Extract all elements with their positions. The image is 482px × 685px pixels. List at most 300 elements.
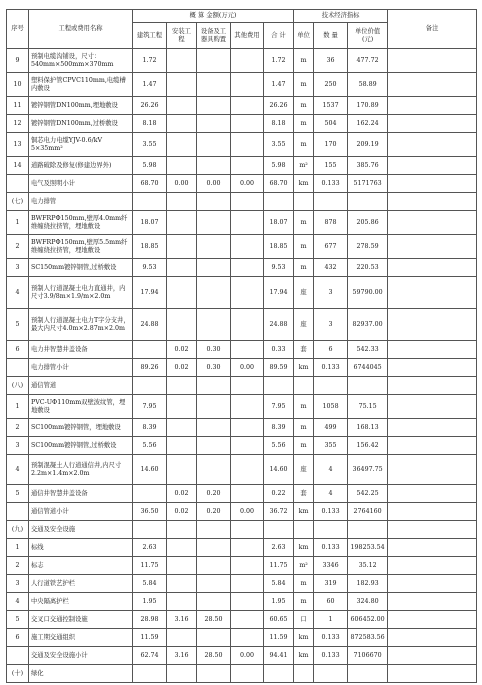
row-unit: 座 [294, 455, 314, 485]
row-equipment: 0.00 [197, 175, 231, 193]
row-unit-price [348, 193, 388, 211]
row-note [388, 49, 477, 73]
row-unit-price: 542.25 [348, 485, 388, 503]
row-seq [7, 647, 29, 665]
row-unit [294, 665, 314, 683]
row-building [133, 193, 167, 211]
row-building: 2.63 [133, 539, 167, 557]
row-other [231, 157, 264, 175]
row-total: 5.84 [264, 575, 294, 593]
row-building: 14.60 [133, 455, 167, 485]
row-equipment: 0.20 [197, 485, 231, 503]
row-total: 0.33 [264, 341, 294, 359]
row-equipment [197, 73, 231, 97]
header-name: 工程或费用名称 [29, 10, 133, 49]
row-building: 7.95 [133, 395, 167, 419]
row-install: 3.16 [167, 647, 197, 665]
row-other: 0.00 [231, 359, 264, 377]
row-equipment: 0.30 [197, 359, 231, 377]
table-row [7, 97, 477, 115]
row-unit: m [294, 211, 314, 235]
row-install: 0.02 [167, 359, 197, 377]
row-install [167, 539, 197, 557]
row-note [388, 259, 477, 277]
row-note [388, 157, 477, 175]
row-seq [7, 175, 29, 193]
row-name: 电气及照明小计 [29, 175, 133, 193]
row-building: 62.74 [133, 647, 167, 665]
row-qty: 499 [314, 419, 348, 437]
row-building: 18.07 [133, 211, 167, 235]
row-building: 18.85 [133, 235, 167, 259]
row-unit: km [294, 629, 314, 647]
row-total [264, 377, 294, 395]
row-qty: 1537 [314, 97, 348, 115]
row-name: PVC-UΦ110mm双壁波纹管，埋地敷设 [29, 395, 133, 419]
row-other [231, 485, 264, 503]
row-unit: m [294, 419, 314, 437]
row-unit-price: 58.89 [348, 73, 388, 97]
row-total: 1.95 [264, 593, 294, 611]
table-row [7, 539, 477, 557]
row-qty [314, 665, 348, 683]
row-building: 24.88 [133, 309, 167, 341]
row-note [388, 557, 477, 575]
row-equipment [197, 157, 231, 175]
row-note [388, 133, 477, 157]
row-qty: 3 [314, 277, 348, 309]
row-unit-price: 59790.00 [348, 277, 388, 309]
row-seq: 9 [7, 49, 29, 73]
row-building: 8.18 [133, 115, 167, 133]
row-unit-price [348, 377, 388, 395]
header-total: 合 计 [264, 23, 294, 49]
row-unit-price: 182.93 [348, 575, 388, 593]
row-note [388, 539, 477, 557]
row-note [388, 395, 477, 419]
row-seq: 1 [7, 539, 29, 557]
row-equipment: 28.50 [197, 611, 231, 629]
row-seq: 1 [7, 395, 29, 419]
row-total: 17.94 [264, 277, 294, 309]
row-unit: 座 [294, 277, 314, 309]
row-unit: m [294, 259, 314, 277]
row-building [133, 341, 167, 359]
table-row [7, 629, 477, 647]
row-total: 26.26 [264, 97, 294, 115]
row-note [388, 277, 477, 309]
row-equipment [197, 665, 231, 683]
row-building: 3.55 [133, 133, 167, 157]
row-qty: 355 [314, 437, 348, 455]
row-other [231, 133, 264, 157]
row-seq: (七) [7, 193, 29, 211]
row-equipment [197, 211, 231, 235]
header-unit-price: 单位价值(元) [348, 23, 388, 49]
row-building: 28.98 [133, 611, 167, 629]
row-qty: 504 [314, 115, 348, 133]
row-other [231, 309, 264, 341]
row-name: 交通及安全设施 [29, 521, 133, 539]
row-name: 电力井智慧井盖设备 [29, 341, 133, 359]
row-total: 11.59 [264, 629, 294, 647]
row-building: 5.98 [133, 157, 167, 175]
table-row [7, 521, 477, 539]
row-total: 8.18 [264, 115, 294, 133]
row-install [167, 97, 197, 115]
row-install [167, 395, 197, 419]
row-building [133, 377, 167, 395]
table-row [7, 157, 477, 175]
row-other [231, 49, 264, 73]
table-row [7, 503, 477, 521]
row-equipment: 0.30 [197, 341, 231, 359]
row-seq: (九) [7, 521, 29, 539]
row-unit: m [294, 49, 314, 73]
row-name: 预制人行道混凝土电力直通井，内尺寸3.9/8m×1.9/m×2.0m [29, 277, 133, 309]
row-name: 中央隔离护栏 [29, 593, 133, 611]
row-install [167, 49, 197, 73]
row-equipment [197, 437, 231, 455]
row-equipment: 0.20 [197, 503, 231, 521]
row-unit-price: 209.19 [348, 133, 388, 157]
row-building: 36.50 [133, 503, 167, 521]
row-name: SC100mm镀锌钢管,过桥敷设 [29, 437, 133, 455]
row-other [231, 557, 264, 575]
row-equipment [197, 277, 231, 309]
row-note [388, 629, 477, 647]
row-install [167, 521, 197, 539]
table-row [7, 647, 477, 665]
row-building [133, 521, 167, 539]
row-unit-price: 82937.00 [348, 309, 388, 341]
row-seq: 3 [7, 259, 29, 277]
row-unit: m [294, 97, 314, 115]
row-qty [314, 521, 348, 539]
row-equipment [197, 539, 231, 557]
row-seq: 5 [7, 611, 29, 629]
row-unit: m [294, 115, 314, 133]
row-equipment [197, 97, 231, 115]
row-note [388, 611, 477, 629]
row-total: 68.70 [264, 175, 294, 193]
table-row [7, 235, 477, 259]
row-note [388, 115, 477, 133]
row-building: 11.75 [133, 557, 167, 575]
row-total: 60.65 [264, 611, 294, 629]
row-qty: 6 [314, 341, 348, 359]
table-row [7, 309, 477, 341]
row-equipment [197, 133, 231, 157]
table-row [7, 455, 477, 485]
row-equipment: 28.50 [197, 647, 231, 665]
row-equipment [197, 419, 231, 437]
table-row [7, 377, 477, 395]
row-note [388, 309, 477, 341]
row-total [264, 665, 294, 683]
row-note [388, 521, 477, 539]
row-unit-price: 75.15 [348, 395, 388, 419]
row-total: 8.39 [264, 419, 294, 437]
row-name: 预制混凝土人行道通信井,内尺寸2.2m×1.4m×2.0m [29, 455, 133, 485]
row-equipment [197, 309, 231, 341]
row-note [388, 97, 477, 115]
row-unit: 套 [294, 341, 314, 359]
row-seq: 4 [7, 593, 29, 611]
row-other [231, 115, 264, 133]
row-building: 26.26 [133, 97, 167, 115]
row-note [388, 175, 477, 193]
table-row [7, 341, 477, 359]
row-install [167, 377, 197, 395]
row-building: 89.26 [133, 359, 167, 377]
table-row [7, 115, 477, 133]
row-qty: 3346 [314, 557, 348, 575]
row-seq: 1 [7, 211, 29, 235]
row-seq: (十) [7, 665, 29, 683]
row-total: 5.98 [264, 157, 294, 175]
row-building: 5.56 [133, 437, 167, 455]
row-other [231, 395, 264, 419]
row-seq: 3 [7, 437, 29, 455]
row-note [388, 193, 477, 211]
row-name: 通信管道 [29, 377, 133, 395]
row-building: 1.47 [133, 73, 167, 97]
row-name: 电力排管 [29, 193, 133, 211]
row-equipment [197, 115, 231, 133]
table-row [7, 133, 477, 157]
row-seq [7, 359, 29, 377]
row-seq: 13 [7, 133, 29, 157]
row-note [388, 341, 477, 359]
row-install [167, 235, 197, 259]
row-unit-price: 278.59 [348, 235, 388, 259]
row-qty: 0.133 [314, 629, 348, 647]
row-building: 17.94 [133, 277, 167, 309]
row-install: 0.02 [167, 485, 197, 503]
row-install [167, 211, 197, 235]
row-seq: 6 [7, 341, 29, 359]
row-other [231, 611, 264, 629]
table-header [7, 10, 477, 49]
row-unit-price: 542.33 [348, 341, 388, 359]
row-qty: 4 [314, 485, 348, 503]
row-install [167, 629, 197, 647]
row-install [167, 309, 197, 341]
table-row [7, 73, 477, 97]
row-total [264, 193, 294, 211]
header-equipment: 设备及工器具购置 [197, 23, 231, 49]
row-note [388, 575, 477, 593]
row-seq: 4 [7, 455, 29, 485]
row-name: 镀锌钢管DN100mm,过桥敷设 [29, 115, 133, 133]
row-name: 交叉口交通控制设施 [29, 611, 133, 629]
row-seq: 3 [7, 575, 29, 593]
row-unit-price: 872583.56 [348, 629, 388, 647]
row-name: 通信井智慧井盖设备 [29, 485, 133, 503]
row-name: 施工期交通组织 [29, 629, 133, 647]
row-name: BWFRPΦ150mm,壁厚5.5mm纤维缠绕拉挤管，埋地敷设 [29, 235, 133, 259]
header-install: 安装工程 [167, 23, 197, 49]
header-tech: 技术经济指标 [294, 10, 388, 23]
row-unit-price: 36497.75 [348, 455, 388, 485]
row-unit-price: 2764160 [348, 503, 388, 521]
table-row [7, 437, 477, 455]
row-install [167, 73, 197, 97]
row-unit: 套 [294, 485, 314, 503]
row-seq [7, 503, 29, 521]
row-other [231, 521, 264, 539]
row-note [388, 73, 477, 97]
row-equipment [197, 557, 231, 575]
row-qty: 0.133 [314, 503, 348, 521]
row-note [388, 593, 477, 611]
row-unit-price: 606452.00 [348, 611, 388, 629]
row-unit-price: 162.24 [348, 115, 388, 133]
row-install [167, 193, 197, 211]
row-equipment [197, 193, 231, 211]
table-row [7, 211, 477, 235]
row-qty: 677 [314, 235, 348, 259]
row-building: 9.53 [133, 259, 167, 277]
row-unit: m [294, 73, 314, 97]
row-other [231, 235, 264, 259]
row-total: 14.60 [264, 455, 294, 485]
row-other: 0.00 [231, 503, 264, 521]
row-equipment [197, 377, 231, 395]
row-name: 道路破除及修复(修建边界外) [29, 157, 133, 175]
row-total: 9.53 [264, 259, 294, 277]
row-other [231, 539, 264, 557]
row-equipment [197, 629, 231, 647]
row-seq: 12 [7, 115, 29, 133]
row-unit-price: 220.53 [348, 259, 388, 277]
header-other: 其他费用 [231, 23, 264, 49]
table-row [7, 665, 477, 683]
row-name: 预制电缆沟铺设，尺寸：540mm×500mm×370mm [29, 49, 133, 73]
row-qty: 1058 [314, 395, 348, 419]
table-row [7, 359, 477, 377]
row-unit: 座 [294, 309, 314, 341]
row-unit-price: 168.13 [348, 419, 388, 437]
row-total: 5.56 [264, 437, 294, 455]
row-unit: km [294, 539, 314, 557]
row-total: 89.59 [264, 359, 294, 377]
row-name: SC100mm镀锌钢管，埋地敷设 [29, 419, 133, 437]
header-unit: 单位 [294, 23, 314, 49]
table-row [7, 557, 477, 575]
row-name: 标线 [29, 539, 133, 557]
row-other: 0.00 [231, 175, 264, 193]
table-row [7, 575, 477, 593]
row-unit: m [294, 437, 314, 455]
table-body [7, 49, 477, 683]
row-building: 11.59 [133, 629, 167, 647]
header-note: 备注 [388, 10, 477, 49]
row-qty: 60 [314, 593, 348, 611]
row-qty [314, 377, 348, 395]
row-qty: 250 [314, 73, 348, 97]
row-unit-price: 5171763 [348, 175, 388, 193]
row-building: 1.72 [133, 49, 167, 73]
row-qty: 36 [314, 49, 348, 73]
row-seq: 14 [7, 157, 29, 175]
row-other [231, 377, 264, 395]
row-note [388, 647, 477, 665]
row-install: 3.16 [167, 611, 197, 629]
row-install [167, 575, 197, 593]
row-other [231, 437, 264, 455]
table-row [7, 259, 477, 277]
row-total: 11.75 [264, 557, 294, 575]
row-equipment [197, 259, 231, 277]
row-unit: m² [294, 157, 314, 175]
row-unit: 口 [294, 611, 314, 629]
row-equipment [197, 575, 231, 593]
row-install [167, 665, 197, 683]
row-total: 3.55 [264, 133, 294, 157]
row-note [388, 437, 477, 455]
row-equipment [197, 49, 231, 73]
row-seq: 4 [7, 277, 29, 309]
table-row [7, 395, 477, 419]
row-total: 24.88 [264, 309, 294, 341]
row-seq: 2 [7, 235, 29, 259]
row-unit: m [294, 395, 314, 419]
row-qty: 0.133 [314, 647, 348, 665]
row-unit-price: 324.80 [348, 593, 388, 611]
row-seq: 2 [7, 419, 29, 437]
row-other [231, 277, 264, 309]
row-unit: m [294, 575, 314, 593]
row-equipment [197, 455, 231, 485]
row-unit [294, 377, 314, 395]
row-total: 7.95 [264, 395, 294, 419]
row-total: 2.63 [264, 539, 294, 557]
row-unit: m [294, 133, 314, 157]
row-qty: 0.133 [314, 175, 348, 193]
row-other [231, 455, 264, 485]
row-unit-price: 385.76 [348, 157, 388, 175]
row-building: 8.39 [133, 419, 167, 437]
table-row [7, 419, 477, 437]
row-total: 18.07 [264, 211, 294, 235]
row-qty: 0.133 [314, 359, 348, 377]
row-total: 36.72 [264, 503, 294, 521]
row-total: 18.85 [264, 235, 294, 259]
row-equipment [197, 235, 231, 259]
row-other [231, 73, 264, 97]
row-unit: km [294, 359, 314, 377]
row-note [388, 455, 477, 485]
header-qty: 数 量 [314, 23, 348, 49]
row-seq: (八) [7, 377, 29, 395]
row-building: 5.84 [133, 575, 167, 593]
row-qty: 155 [314, 157, 348, 175]
row-building [133, 665, 167, 683]
table-row [7, 485, 477, 503]
row-name: SC150mm镀锌钢管,过桥敷设 [29, 259, 133, 277]
row-qty: 4 [314, 455, 348, 485]
row-install [167, 455, 197, 485]
table-row [7, 611, 477, 629]
row-install [167, 593, 197, 611]
row-note [388, 419, 477, 437]
row-install [167, 557, 197, 575]
row-name: 预制人行道混凝土电力T字分支井，最大内尺寸4.0m×2.87m×2.0m [29, 309, 133, 341]
row-seq: 10 [7, 73, 29, 97]
row-unit-price: 35.12 [348, 557, 388, 575]
